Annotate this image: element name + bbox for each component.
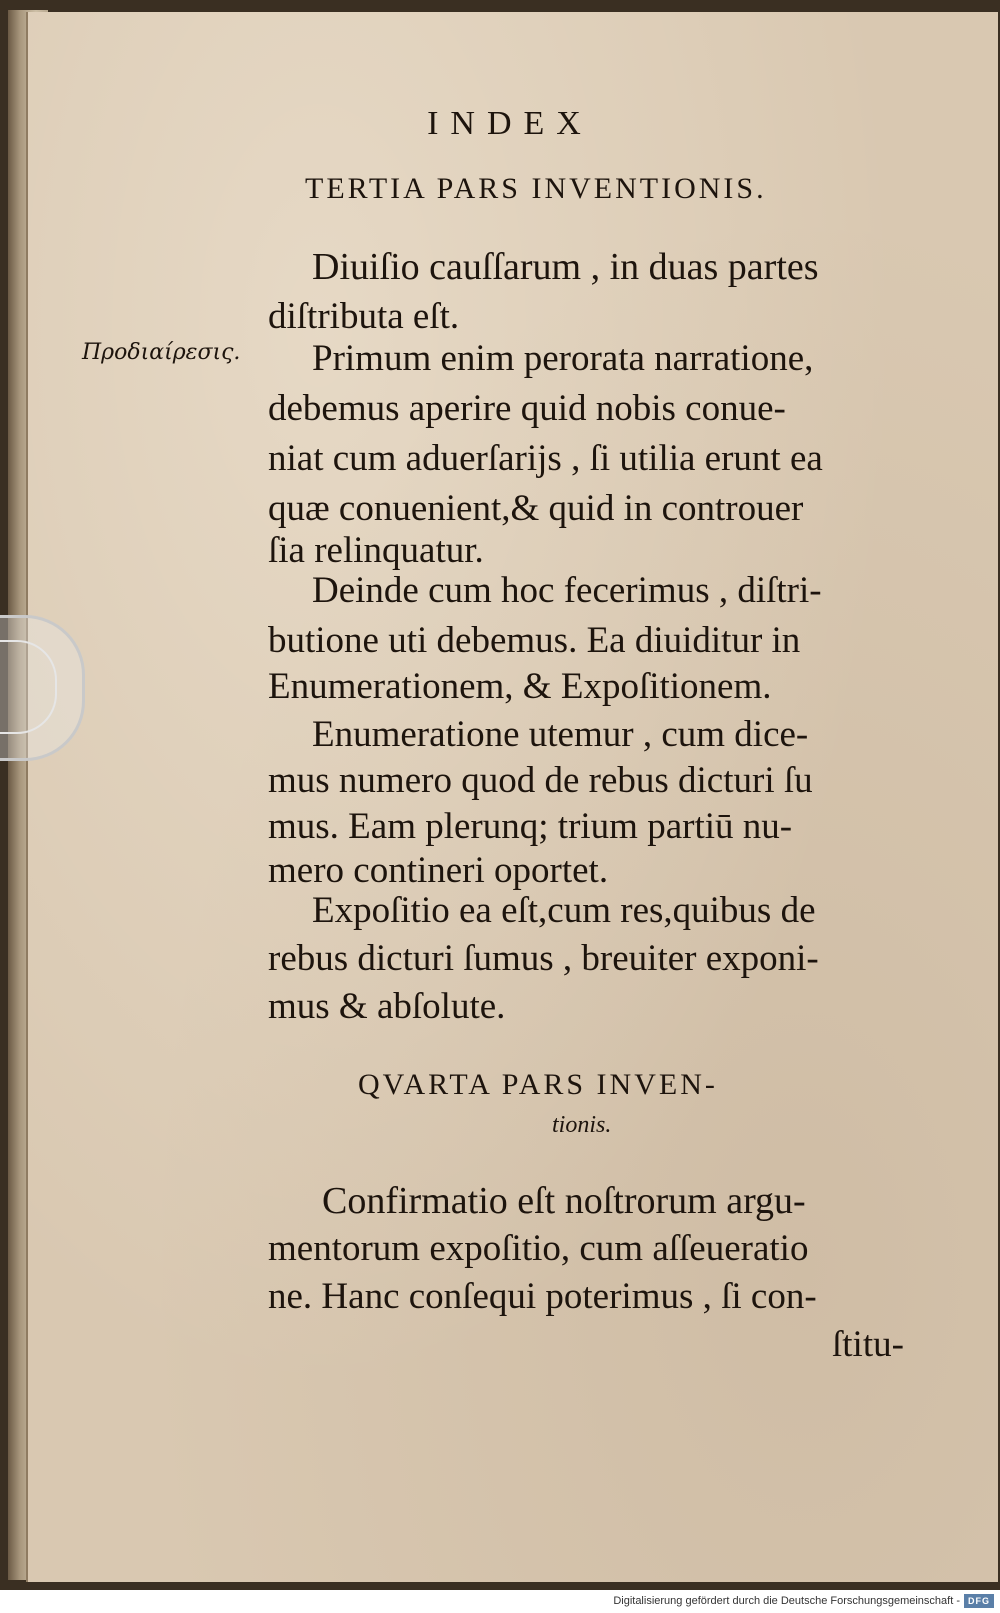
text-line: mus numero quod de rebus dicturi ſu <box>268 760 813 801</box>
text-line: mus. Eam plerunq; trium partiū nu- <box>268 806 793 847</box>
text-line: ſtitu- <box>832 1324 904 1365</box>
text-line: niat cum aduerſarijs , ſi utilia erunt ea <box>268 438 823 479</box>
text-line: mentorum expoſitio, cum aſſeueratio <box>268 1228 809 1269</box>
section-title: TERTIA PARS INVENTIONIS. <box>305 172 767 205</box>
text-line: Enumerationem, & Expoſitionem. <box>268 666 772 707</box>
dfg-logo: DFG <box>964 1594 994 1608</box>
text-line: Deinde cum hoc fecerimus , diſtri- <box>312 570 822 611</box>
text-line: Enumeratione utemur , cum dice- <box>312 714 809 755</box>
section-title-2-continuation: tionis. <box>552 1112 612 1138</box>
text-line: ſia relinquatur. <box>268 530 484 571</box>
text-line: Diuiſio cauſſarum , in duas partes <box>312 246 819 288</box>
text-line: Primum enim perorata narratione, <box>312 338 814 379</box>
text-line: rebus dicturi ſumus , breuiter exponi- <box>268 938 819 979</box>
text-line: mero contineri oportet. <box>268 850 609 891</box>
text-line: ne. Hanc conſequi poterimus , ſi con- <box>268 1276 817 1317</box>
text-line: Confirmatio eſt noſtrorum argu- <box>322 1180 806 1222</box>
text-line: quæ conuenient,& quid in controuer <box>268 488 804 529</box>
text-line: debemus aperire quid nobis conue- <box>268 388 786 429</box>
text-line: mus & abſolute. <box>268 986 506 1027</box>
margin-note: Προδιαίρεσις. <box>82 340 241 365</box>
footer-bar <box>0 1590 1000 1613</box>
text-line: butione uti debemus. Ea diuiditur in <box>268 620 801 661</box>
section-title-2: QVARTA PARS INVEN- <box>358 1068 718 1101</box>
text-line: Expoſitio ea eſt,cum res,quibus de <box>312 890 816 931</box>
text-line: diſtributa eſt. <box>268 296 460 337</box>
footer-credit: Digitalisierung gefördert durch die Deutsche Forschungsgemeinschaft - <box>613 1595 960 1607</box>
running-head: INDEX <box>427 105 593 142</box>
